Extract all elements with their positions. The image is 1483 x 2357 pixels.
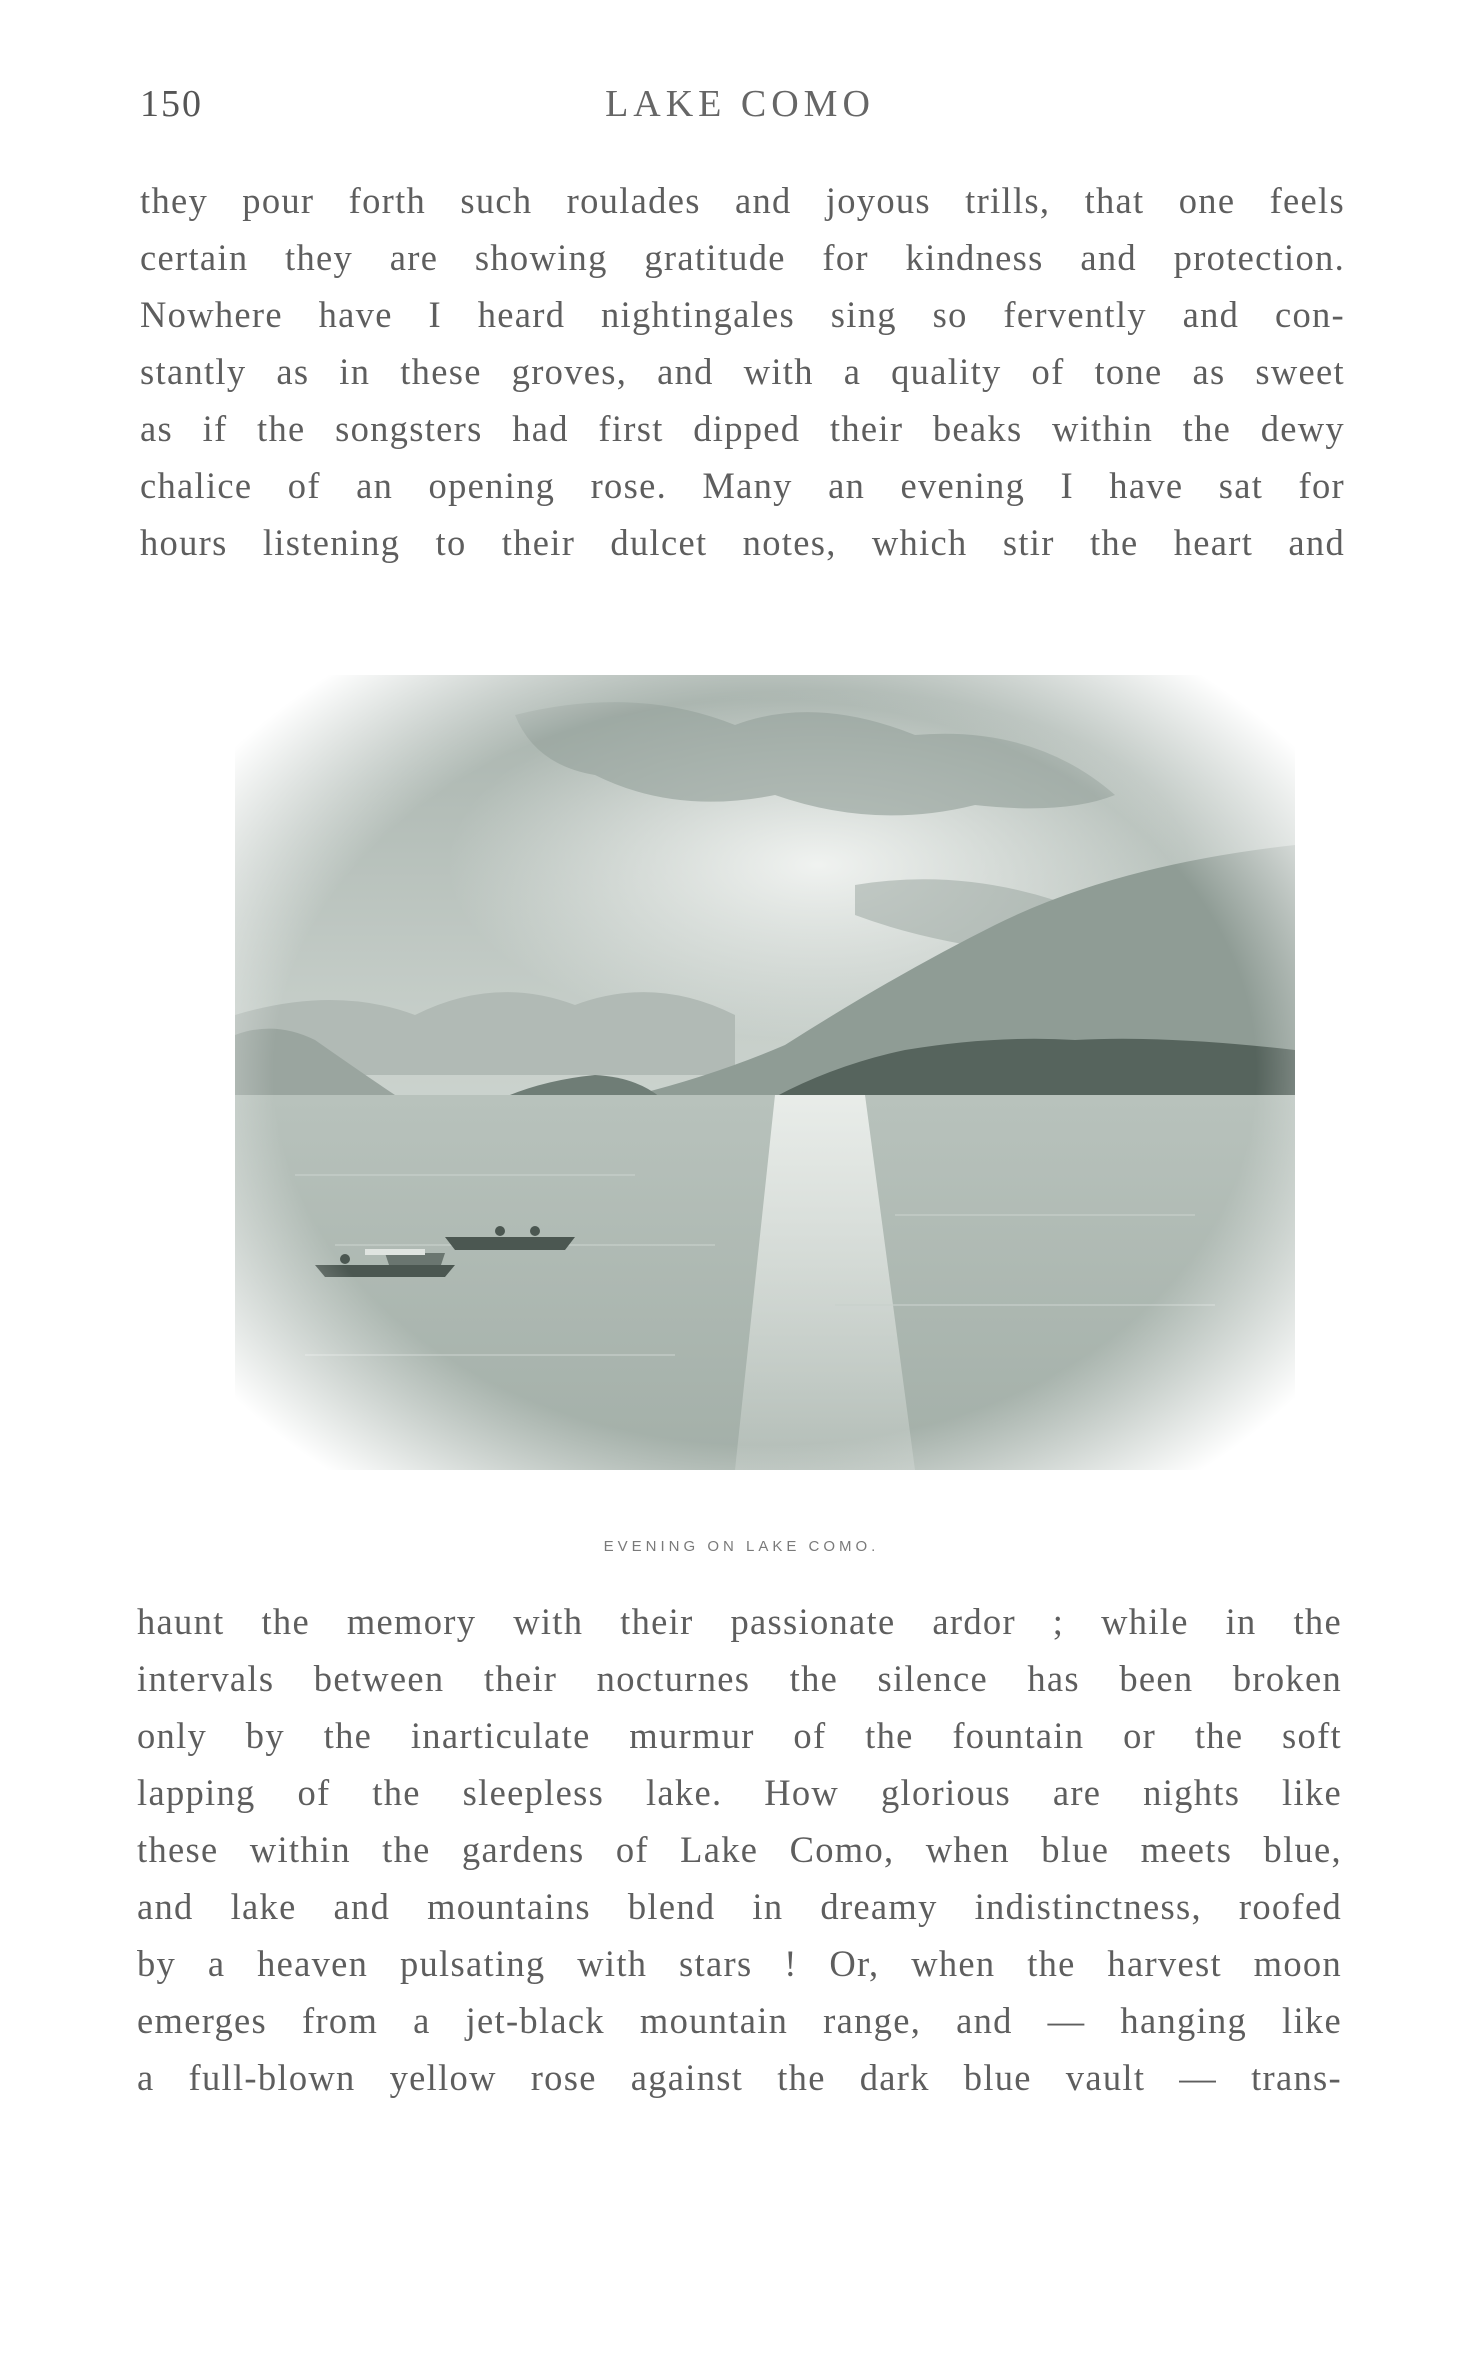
running-title: LAKE COMO [605,83,875,125]
text-line: certain they are showing gratitude for kindness and protection. [140,237,1345,278]
text-line: they pour forth such roulades and joyous trills, that one feels [140,180,1345,221]
paragraph-top [140,172,1345,571]
paragraph-bottom [137,1593,1342,2106]
page-header [140,82,1340,132]
text-line: Nowhere have I heard nightingales sing so fervently and con- [140,294,1345,335]
text-line: emerges from a jet-black mountain range, and — hanging like [137,2000,1342,2041]
text-line: as if the songsters had first dipped their beaks within the dewy [140,408,1345,449]
text-line: and lake and mountains blend in dreamy indistinctness, roofed [137,1886,1342,1927]
text-line: only by the inarticulate murmur of the fountain or the soft [137,1715,1342,1756]
text-line: haunt the memory with their passionate ardor ; while in the [137,1601,1342,1642]
lake-photograph-image [215,655,1315,1490]
text-line: hours listening to their dulcet notes, which stir the heart and [140,522,1345,563]
text-line: by a heaven pulsating with stars ! Or, when the harvest moon [137,1943,1342,1984]
text-line: a full-blown yellow rose against the dark blue vault — trans- [137,2057,1342,2098]
text-line: chalice of an opening rose. Many an evening I have sat for [140,465,1345,506]
text-line: stantly as in these groves, and with a quality of tone as sweet [140,351,1345,392]
lake-photograph [215,655,1315,1490]
text-line: lapping of the sleepless lake. How glorious are nights like [137,1772,1342,1813]
figure-caption: EVENING ON LAKE COMO. [603,1538,880,1555]
page-number: 150 [140,83,203,125]
photo-vignette [215,655,1315,1490]
text-line: intervals between their nocturnes the silence has been broken [137,1658,1342,1699]
text-line: these within the gardens of Lake Como, when blue meets blue, [137,1829,1342,1870]
